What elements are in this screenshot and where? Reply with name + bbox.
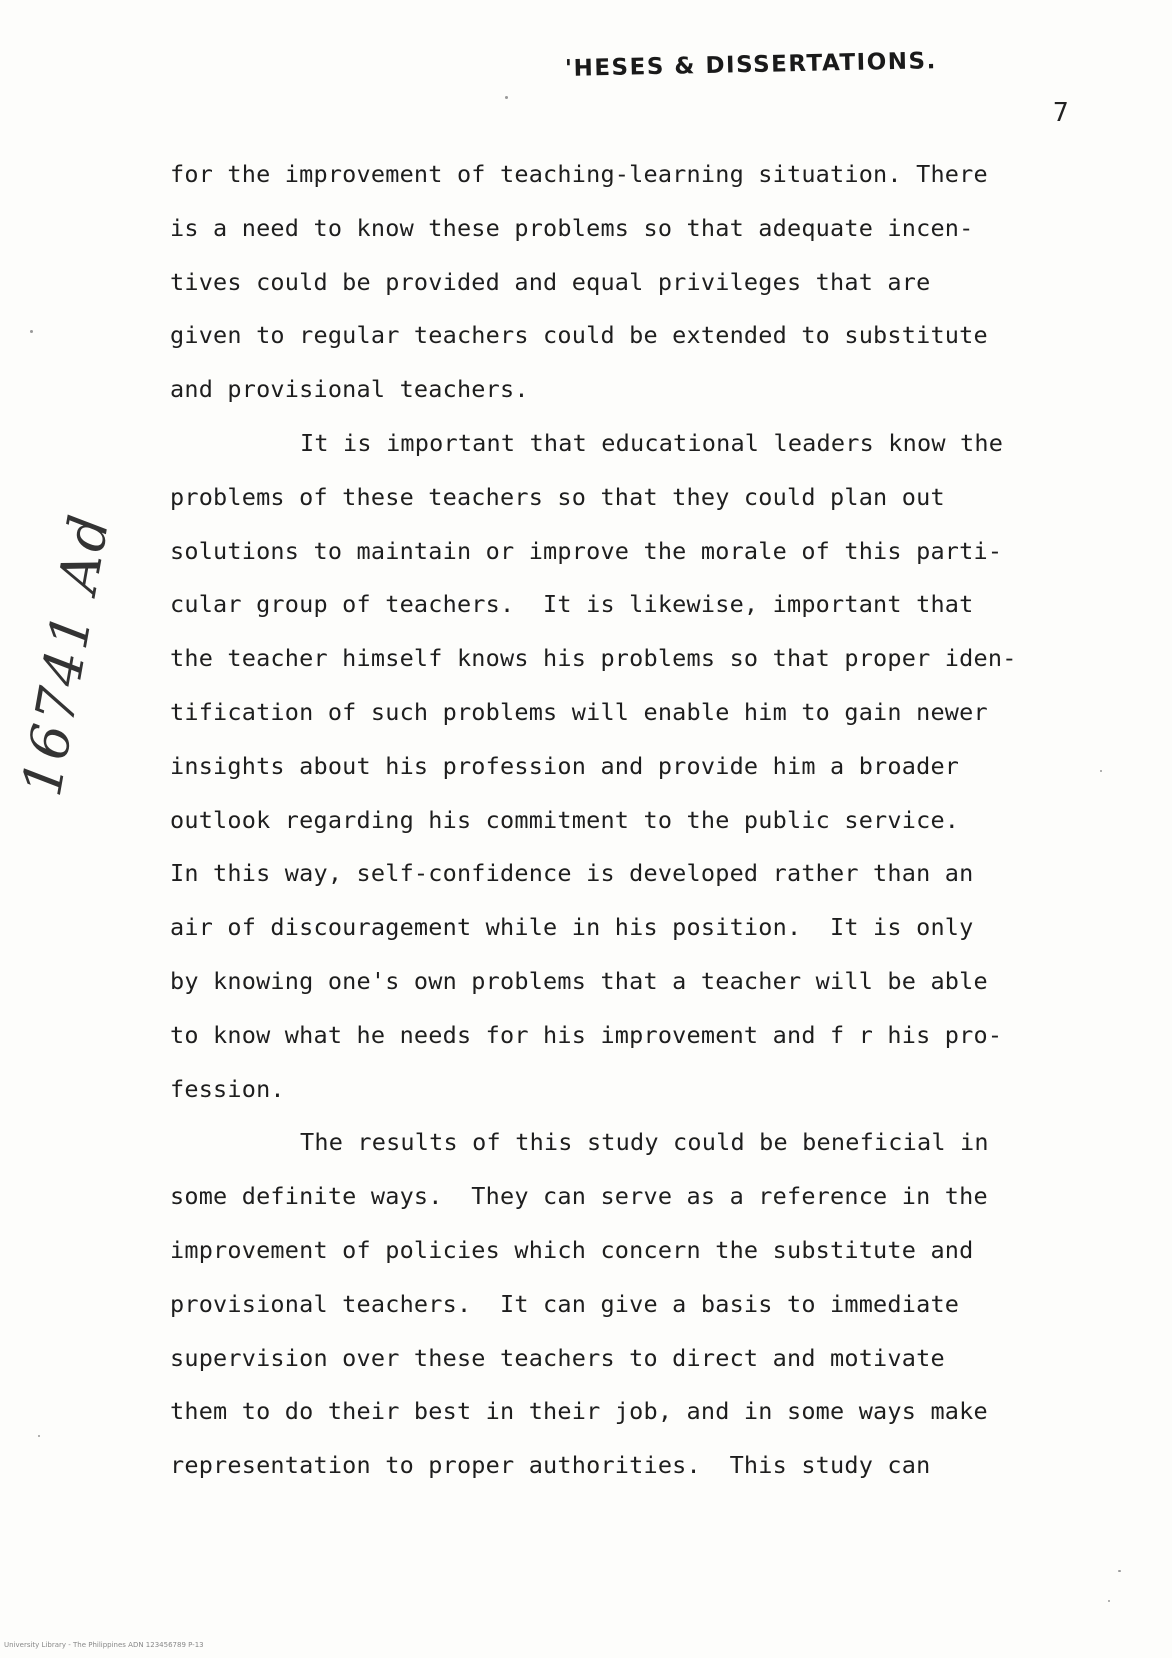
text-line: tives could be provided and equal privileges that are: [170, 267, 931, 296]
text-line: outlook regarding his commitment to the public service.: [170, 805, 960, 834]
text-line: for the improvement of teaching-learning situation. There: [170, 160, 988, 188]
scan-speck: [1108, 1600, 1110, 1602]
handwritten-margin-note: 16741 Ad: [10, 507, 122, 801]
text-line: In this way, self-confidence is developed rather than an: [170, 859, 974, 888]
body-text: [170, 148, 1120, 1493]
text-line: air of discouragement while in his position. It is only: [170, 913, 974, 942]
scan-speck: [1100, 770, 1102, 772]
text-line: and provisional teachers.: [170, 375, 529, 404]
scan-speck: [30, 330, 33, 333]
text-line: representation to proper authorities. This study can: [170, 1451, 931, 1480]
text-line: is a need to know these problems so that adequate incen-: [170, 213, 974, 242]
scan-speck: [38, 1435, 40, 1437]
text-line: cular group of teachers. It is likewise, important that: [170, 590, 974, 619]
page-number: 7: [1053, 98, 1069, 128]
text-line: solutions to maintain or improve the morale of this parti-: [170, 536, 1003, 565]
text-line: supervision over these teachers to direct and motivate: [170, 1343, 945, 1372]
text-line: fession.: [170, 1074, 285, 1103]
text-line: insights about his profession and provide him a broader: [170, 751, 960, 780]
paragraph-start-line: It is important that educational leaders know the: [300, 428, 1004, 457]
scan-speck: [505, 96, 508, 99]
scan-speck: [1118, 1570, 1121, 1572]
text-line: by knowing one's own problems that a teacher will be able: [170, 966, 988, 995]
text-line: improvement of policies which concern the substitute and: [170, 1235, 974, 1264]
text-line: the teacher himself knows his problems so that proper iden-: [170, 644, 1017, 673]
theses-dissertations-stamp: 'HESES & DISSERTATIONS.: [564, 48, 938, 82]
text-line: to know what he needs for his improvement and f r his pro-: [170, 1020, 1003, 1049]
text-line: them to do their best in their job, and in some ways make: [170, 1397, 988, 1426]
text-line: provisional teachers. It can give a basis to immediate: [170, 1289, 960, 1318]
paragraph-start-line: The results of this study could be beneficial in: [300, 1128, 989, 1157]
text-line: some definite ways. They can serve as a reference in the: [170, 1182, 988, 1211]
text-line: given to regular teachers could be extended to substitute: [170, 321, 988, 350]
text-line: tification of such problems will enable him to gain newer: [170, 697, 988, 726]
text-line: problems of these teachers so that they could plan out: [170, 482, 945, 511]
scan-footer: University Library - The Philippines ADN 123456789 P-13: [4, 1641, 204, 1649]
